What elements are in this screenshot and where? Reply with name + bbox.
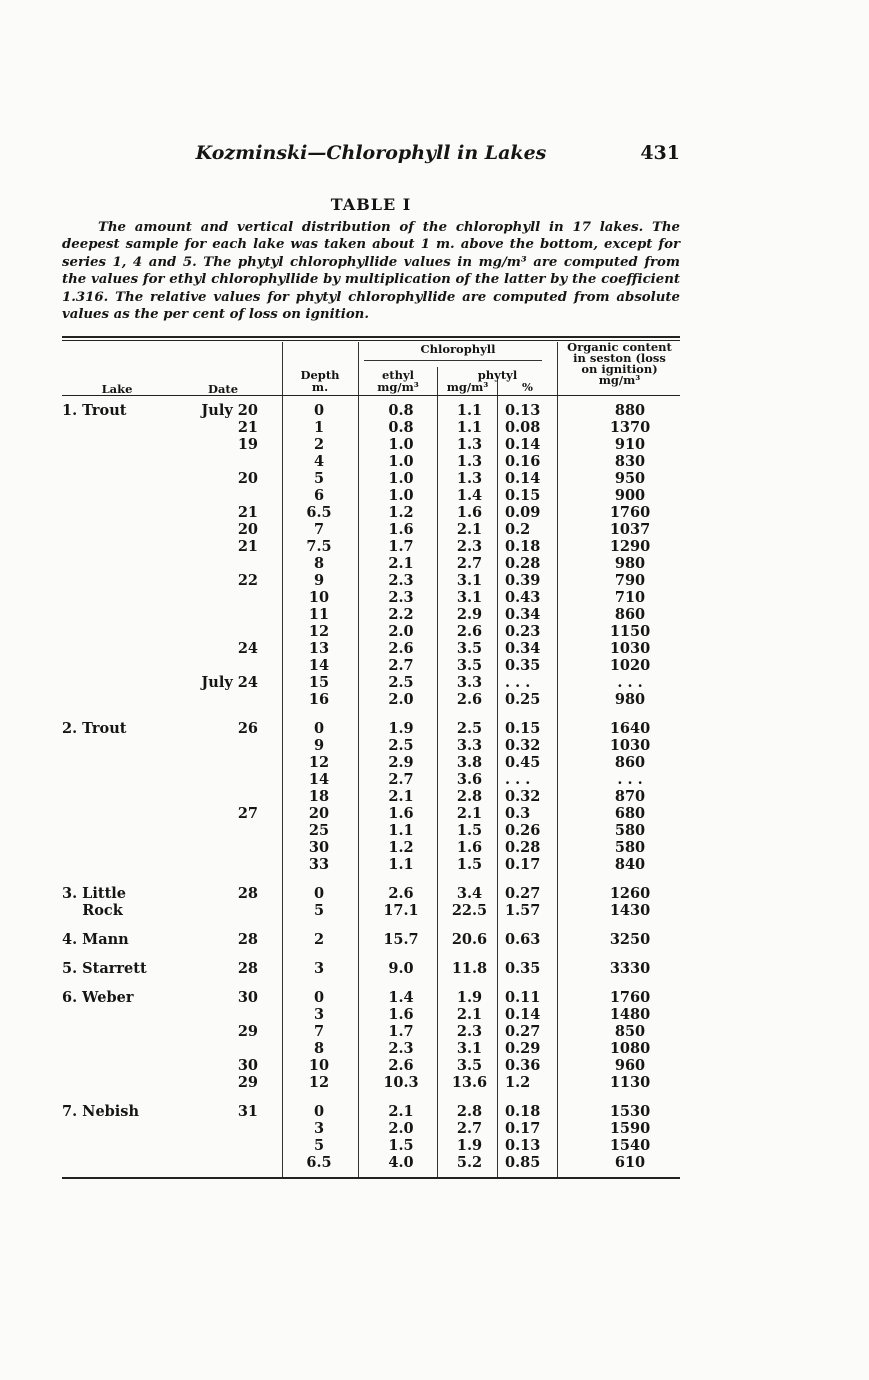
table-title: TABLE I: [330, 195, 412, 214]
cell-depth: 8: [313, 1040, 325, 1057]
cell-phytyl-percent: 0.34: [505, 606, 541, 623]
cell-organic: 3250: [609, 931, 651, 948]
cell-depth: 7.5: [306, 538, 332, 555]
table-top-rule: [62, 336, 680, 338]
table-row: [62, 1103, 680, 1120]
cell-organic: 910: [614, 436, 646, 453]
table-row: [62, 960, 680, 977]
table-bottom-rule: [62, 1177, 680, 1179]
cell-phytyl-percent: 0.09: [505, 504, 541, 521]
cell-ethyl: 9.0: [388, 960, 414, 977]
cell-phytyl: 2.8: [456, 788, 483, 805]
cell-phytyl: 1.4: [456, 487, 483, 504]
cell-phytyl: 3.8: [456, 754, 483, 771]
table-row: [62, 589, 680, 606]
cell-depth: 18: [308, 788, 330, 805]
cell-depth: 6.5: [306, 504, 332, 521]
cell-ethyl: 2.1: [388, 1103, 414, 1120]
cell-organic: 880: [614, 402, 646, 419]
cell-phytyl-percent: 0.43: [505, 589, 541, 606]
cell-date: 26: [237, 720, 258, 737]
table-row: [62, 436, 680, 453]
cell-organic: 1430: [609, 902, 651, 919]
table-row: [62, 555, 680, 572]
cell-ethyl: 1.1: [388, 822, 414, 839]
cell-ethyl: 2.6: [388, 1057, 414, 1074]
cell-phytyl: 2.3: [456, 1023, 483, 1040]
column-header-organic: Organic content: [567, 340, 672, 354]
cell-phytyl-percent: 0.36: [505, 1057, 541, 1074]
cell-organic: 1020: [609, 657, 651, 674]
cell-depth: 15: [308, 674, 330, 691]
cell-ethyl: 4.0: [388, 1154, 414, 1171]
cell-phytyl: 1.3: [456, 436, 483, 453]
table-header-rule: [62, 395, 680, 396]
cell-phytyl: 2.6: [456, 623, 483, 640]
table-row: [62, 931, 680, 948]
table-caption: The amount and vertical distribution of the chlorophyll in 17 lakes. The deepest sample for each lake was taken about 1 m. above the bottom, except for series 1, 4 and 5. The phytyl chlorophyllide values in mg/m³ are computed from the values for ethyl chlorophyllide by multiplication of the latter by the coefficient 1.316. The relative values for phytyl chlorophyllide are computed from absolute values as the per cent of loss on ignition.: [62, 220, 680, 323]
cell-phytyl-percent: 0.39: [505, 572, 541, 589]
table-row: [62, 623, 680, 640]
cell-phytyl: 11.8: [451, 960, 488, 977]
cell-organic: 830: [614, 453, 646, 470]
column-header-depth: Depth: [300, 368, 340, 382]
cell-phytyl-percent: 0.16: [505, 453, 541, 470]
cell-ethyl: 10.3: [383, 1074, 419, 1091]
cell-depth: 20: [308, 805, 330, 822]
cell-depth: 7: [313, 1023, 325, 1040]
table-row: [62, 521, 680, 538]
cell-organic: . . .: [617, 674, 643, 691]
column-header-date: Date: [207, 382, 239, 396]
cell-date: 30: [237, 1057, 258, 1074]
table-row: [62, 885, 680, 902]
cell-organic: 850: [614, 1023, 646, 1040]
cell-phytyl-percent: 0.85: [505, 1154, 541, 1171]
cell-date: 24: [237, 640, 258, 657]
cell-lake: 7. Nebish: [62, 1103, 140, 1120]
cell-phytyl-percent: 1.57: [505, 902, 541, 919]
cell-phytyl-percent: 0.27: [505, 885, 541, 902]
cell-date: 21: [237, 538, 258, 555]
cell-phytyl: 1.3: [456, 470, 483, 487]
column-header-ethyl-unit: mg/m³: [377, 380, 419, 394]
cell-depth: 8: [313, 555, 325, 572]
cell-organic: 1530: [609, 1103, 651, 1120]
cell-phytyl: 1.5: [456, 856, 483, 873]
table-row: [62, 657, 680, 674]
cell-phytyl-percent: 0.35: [505, 657, 541, 674]
cell-phytyl-percent: 0.27: [505, 1023, 541, 1040]
cell-depth: 14: [308, 771, 330, 788]
cell-phytyl: 1.6: [456, 504, 483, 521]
cell-phytyl: 3.1: [456, 589, 483, 606]
cell-phytyl-percent: 0.26: [505, 822, 541, 839]
cell-phytyl-percent: 0.14: [505, 1006, 541, 1023]
table-row: [62, 402, 680, 419]
column-header-phytyl-unit: mg/m³: [446, 380, 489, 394]
cell-phytyl-percent: . . .: [505, 674, 531, 691]
cell-organic: 1290: [609, 538, 651, 555]
running-title: Kozminski—Chlorophyll in Lakes: [195, 142, 547, 164]
cell-phytyl-percent: 0.08: [505, 419, 541, 436]
cell-ethyl: 2.5: [388, 737, 414, 754]
cell-organic: 980: [614, 555, 646, 572]
cell-date: 28: [237, 960, 258, 977]
cell-phytyl: 3.3: [456, 737, 483, 754]
column-header-ethyl: ethyl: [381, 368, 415, 382]
cell-phytyl: 3.3: [456, 674, 483, 691]
cell-depth: 1: [313, 419, 325, 436]
cell-phytyl: 20.6: [451, 931, 488, 948]
table-row: [62, 1057, 680, 1074]
cell-phytyl: 3.5: [456, 657, 483, 674]
cell-organic: . . .: [617, 771, 643, 788]
column-header-organic-unit: mg/m³: [598, 373, 641, 387]
cell-phytyl-percent: 0.14: [505, 470, 541, 487]
cell-depth: 16: [308, 691, 330, 708]
column-header-lake: Lake: [101, 382, 133, 396]
page-header: [62, 142, 680, 170]
cell-phytyl-percent: 0.14: [505, 436, 541, 453]
cell-depth: 0: [313, 885, 325, 902]
cell-depth: 10: [308, 589, 330, 606]
cell-phytyl: 2.9: [456, 606, 483, 623]
cell-phytyl-percent: 0.15: [505, 720, 541, 737]
cell-ethyl: 2.6: [388, 640, 414, 657]
cell-depth: 2: [313, 436, 325, 453]
cell-organic: 580: [614, 822, 646, 839]
cell-organic: 1640: [609, 720, 651, 737]
cell-phytyl: 2.3: [456, 538, 483, 555]
cell-phytyl-percent: . . .: [505, 771, 531, 788]
cell-lake: 2. Trout: [62, 720, 127, 737]
cell-organic: 610: [614, 1154, 646, 1171]
cell-depth: 4: [313, 453, 325, 470]
cell-ethyl: 1.5: [388, 1137, 414, 1154]
cell-phytyl: 1.9: [456, 989, 483, 1006]
cell-organic: 1130: [609, 1074, 651, 1091]
cell-date: 31: [237, 1103, 258, 1120]
cell-depth: 30: [308, 839, 330, 856]
cell-organic: 1037: [609, 521, 651, 538]
cell-ethyl: 2.3: [388, 1040, 414, 1057]
cell-depth: 11: [308, 606, 330, 623]
cell-organic: 790: [614, 572, 646, 589]
cell-depth: 14: [308, 657, 330, 674]
cell-ethyl: 1.7: [388, 1023, 414, 1040]
cell-organic: 1590: [609, 1120, 651, 1137]
cell-ethyl: 1.6: [388, 805, 414, 822]
cell-organic: 1480: [609, 1006, 651, 1023]
cell-ethyl: 2.0: [388, 623, 414, 640]
cell-date: 29: [237, 1074, 258, 1091]
cell-date: 19: [237, 436, 258, 453]
page-number: 431: [640, 142, 680, 164]
cell-depth: 12: [308, 1074, 330, 1091]
cell-organic: 1150: [609, 623, 651, 640]
cell-phytyl-percent: 0.28: [505, 555, 541, 572]
cell-organic: 840: [614, 856, 646, 873]
cell-ethyl: 0.8: [388, 419, 414, 436]
cell-ethyl: 2.9: [388, 754, 414, 771]
cell-phytyl-percent: 0.18: [505, 538, 541, 555]
cell-phytyl: 2.5: [456, 720, 483, 737]
cell-ethyl: 1.0: [388, 487, 414, 504]
cell-phytyl-percent: 0.45: [505, 754, 541, 771]
table-row: [62, 487, 680, 504]
cell-phytyl-percent: 0.32: [505, 737, 541, 754]
cell-phytyl-percent: 0.15: [505, 487, 541, 504]
cell-phytyl: 13.6: [451, 1074, 488, 1091]
table-row: [62, 856, 680, 873]
cell-date: 28: [237, 931, 258, 948]
cell-phytyl-percent: 0.25: [505, 691, 541, 708]
column-header-chlorophyll: Chlorophyll: [420, 342, 496, 356]
cell-ethyl: 1.0: [388, 436, 414, 453]
cell-phytyl: 2.7: [456, 555, 483, 572]
cell-ethyl: 2.1: [388, 555, 414, 572]
cell-ethyl: 15.7: [383, 931, 419, 948]
cell-lake: 1. Trout: [62, 402, 127, 419]
cell-ethyl: 1.4: [388, 989, 414, 1006]
cell-organic: 710: [614, 589, 646, 606]
column-header-organic-2: in seston (loss: [573, 351, 666, 365]
cell-date: 21: [237, 419, 258, 436]
cell-date: 20: [237, 521, 258, 538]
table-row: [62, 1074, 680, 1091]
table-row: [62, 1137, 680, 1154]
cell-phytyl-percent: 0.17: [505, 856, 541, 873]
cell-phytyl-percent: 0.18: [505, 1103, 541, 1120]
cell-ethyl: 1.2: [388, 504, 414, 521]
cell-organic: 950: [614, 470, 646, 487]
cell-phytyl-percent: 0.28: [505, 839, 541, 856]
cell-depth: 9: [313, 572, 325, 589]
column-header-phytyl: phytyl: [477, 368, 518, 382]
cell-phytyl: 3.5: [456, 640, 483, 657]
table-row: [62, 839, 680, 856]
cell-phytyl-percent: 0.2: [505, 521, 531, 538]
table-row: [62, 691, 680, 708]
cell-phytyl: 5.2: [456, 1154, 483, 1171]
cell-phytyl: 1.3: [456, 453, 483, 470]
cell-phytyl-percent: 0.32: [505, 788, 541, 805]
cell-date: 22: [237, 572, 258, 589]
cell-depth: 13: [308, 640, 330, 657]
cell-date: 21: [237, 504, 258, 521]
cell-phytyl: 1.6: [456, 839, 483, 856]
table-row: [62, 822, 680, 839]
cell-lake: Rock: [62, 902, 123, 919]
cell-phytyl: 3.1: [456, 1040, 483, 1057]
cell-ethyl: 0.8: [388, 402, 414, 419]
cell-phytyl-percent: 1.2: [505, 1074, 531, 1091]
table-row: [62, 754, 680, 771]
cell-phytyl: 3.5: [456, 1057, 483, 1074]
cell-date: 27: [237, 805, 258, 822]
cell-ethyl: 1.0: [388, 470, 414, 487]
cell-depth: 0: [313, 1103, 325, 1120]
cell-organic: 960: [614, 1057, 646, 1074]
cell-ethyl: 1.6: [388, 1006, 414, 1023]
cell-depth: 33: [308, 856, 330, 873]
cell-ethyl: 2.1: [388, 788, 414, 805]
cell-ethyl: 1.6: [388, 521, 414, 538]
cell-lake: 4. Mann: [62, 931, 129, 948]
cell-phytyl-percent: 0.34: [505, 640, 541, 657]
cell-organic: 860: [614, 606, 646, 623]
cell-organic: 870: [614, 788, 646, 805]
cell-phytyl-percent: 0.63: [505, 931, 541, 948]
cell-phytyl-percent: 0.35: [505, 960, 541, 977]
cell-depth: 2: [313, 931, 325, 948]
cell-depth: 10: [308, 1057, 330, 1074]
cell-depth: 3: [313, 1120, 325, 1137]
cell-depth: 9: [313, 737, 325, 754]
cell-lake: 5. Starrett: [62, 960, 147, 977]
cell-phytyl: 2.7: [456, 1120, 483, 1137]
cell-phytyl-percent: 0.17: [505, 1120, 541, 1137]
cell-organic: 680: [614, 805, 646, 822]
column-header-phytyl-percent: %: [522, 380, 533, 394]
table-row: [62, 453, 680, 470]
cell-date: July 20: [201, 402, 258, 419]
cell-phytyl: 3.1: [456, 572, 483, 589]
cell-phytyl: 1.5: [456, 822, 483, 839]
cell-date: 20: [237, 470, 258, 487]
chlorophyll-span-rule: [364, 360, 542, 361]
table-row: [62, 1154, 680, 1171]
cell-depth: 0: [313, 402, 325, 419]
cell-phytyl: 3.6: [456, 771, 483, 788]
table-row: [62, 788, 680, 805]
cell-ethyl: 17.1: [383, 902, 419, 919]
cell-depth: 3: [313, 1006, 325, 1023]
table-row: [62, 419, 680, 436]
table-row: [62, 989, 680, 1006]
cell-ethyl: 1.9: [388, 720, 414, 737]
table-row: [62, 1006, 680, 1023]
cell-lake: 3. Little: [62, 885, 127, 902]
table-row: [62, 902, 680, 919]
table-row: [62, 805, 680, 822]
table-row: [62, 606, 680, 623]
cell-depth: 25: [308, 822, 330, 839]
cell-phytyl: 1.1: [456, 402, 483, 419]
cell-organic: 1370: [609, 419, 651, 436]
cell-organic: 1760: [609, 504, 651, 521]
cell-phytyl-percent: 0.13: [505, 402, 541, 419]
cell-phytyl-percent: 0.23: [505, 623, 541, 640]
cell-depth: 5: [313, 470, 325, 487]
cell-lake: 6. Weber: [62, 989, 134, 1006]
table-row: [62, 572, 680, 589]
cell-ethyl: 2.5: [388, 674, 414, 691]
cell-phytyl: 1.1: [456, 419, 483, 436]
cell-depth: 6: [313, 487, 325, 504]
cell-date: July 24: [201, 674, 258, 691]
cell-organic: 1030: [609, 737, 651, 754]
cell-depth: 0: [313, 720, 325, 737]
cell-depth: 0: [313, 989, 325, 1006]
cell-organic: 1540: [609, 1137, 651, 1154]
cell-date: 28: [237, 885, 258, 902]
cell-phytyl: 2.1: [456, 521, 483, 538]
cell-depth: 7: [313, 521, 325, 538]
cell-depth: 12: [308, 754, 330, 771]
cell-ethyl: 1.2: [388, 839, 414, 856]
cell-ethyl: 1.7: [388, 538, 414, 555]
table-body: [62, 402, 680, 1171]
cell-phytyl: 1.9: [456, 1137, 483, 1154]
cell-depth: 5: [313, 902, 325, 919]
cell-organic: 1030: [609, 640, 651, 657]
table-row: [62, 538, 680, 555]
table-row: [62, 771, 680, 788]
cell-ethyl: 2.3: [388, 589, 414, 606]
cell-depth: 12: [308, 623, 330, 640]
table-row: [62, 1040, 680, 1057]
cell-ethyl: 2.0: [388, 691, 414, 708]
cell-depth: 6.5: [306, 1154, 332, 1171]
cell-phytyl-percent: 0.13: [505, 1137, 541, 1154]
cell-organic: 1760: [609, 989, 651, 1006]
table-row: [62, 737, 680, 754]
cell-organic: 980: [614, 691, 646, 708]
cell-ethyl: 1.0: [388, 453, 414, 470]
table-row: [62, 1023, 680, 1040]
cell-date: 30: [237, 989, 258, 1006]
cell-organic: 860: [614, 754, 646, 771]
cell-phytyl: 22.5: [451, 902, 488, 919]
cell-date: 29: [237, 1023, 258, 1040]
cell-phytyl: 3.4: [456, 885, 483, 902]
cell-phytyl-percent: 0.29: [505, 1040, 541, 1057]
cell-phytyl-percent: 0.3: [505, 805, 531, 822]
cell-phytyl: 2.1: [456, 1006, 483, 1023]
cell-ethyl: 2.7: [388, 657, 414, 674]
cell-organic: 900: [614, 487, 646, 504]
table-row: [62, 470, 680, 487]
cell-ethyl: 1.1: [388, 856, 414, 873]
cell-phytyl-percent: 0.11: [505, 989, 541, 1006]
cell-organic: 1080: [609, 1040, 651, 1057]
cell-ethyl: 2.7: [388, 771, 414, 788]
table-row: [62, 720, 680, 737]
table-row: [62, 640, 680, 657]
cell-phytyl: 2.1: [456, 805, 483, 822]
cell-phytyl: 2.8: [456, 1103, 483, 1120]
cell-depth: 3: [313, 960, 325, 977]
cell-organic: 1260: [609, 885, 651, 902]
cell-ethyl: 2.6: [388, 885, 414, 902]
table-row: [62, 504, 680, 521]
cell-organic: 580: [614, 839, 646, 856]
table-row: [62, 1120, 680, 1137]
cell-ethyl: 2.2: [388, 606, 414, 623]
cell-phytyl: 2.6: [456, 691, 483, 708]
column-header-depth-unit: m.: [311, 380, 329, 394]
cell-ethyl: 2.3: [388, 572, 414, 589]
cell-ethyl: 2.0: [388, 1120, 414, 1137]
table-row: [62, 674, 680, 691]
cell-depth: 5: [313, 1137, 325, 1154]
column-header-organic-3: on ignition): [581, 362, 658, 376]
cell-organic: 3330: [609, 960, 651, 977]
